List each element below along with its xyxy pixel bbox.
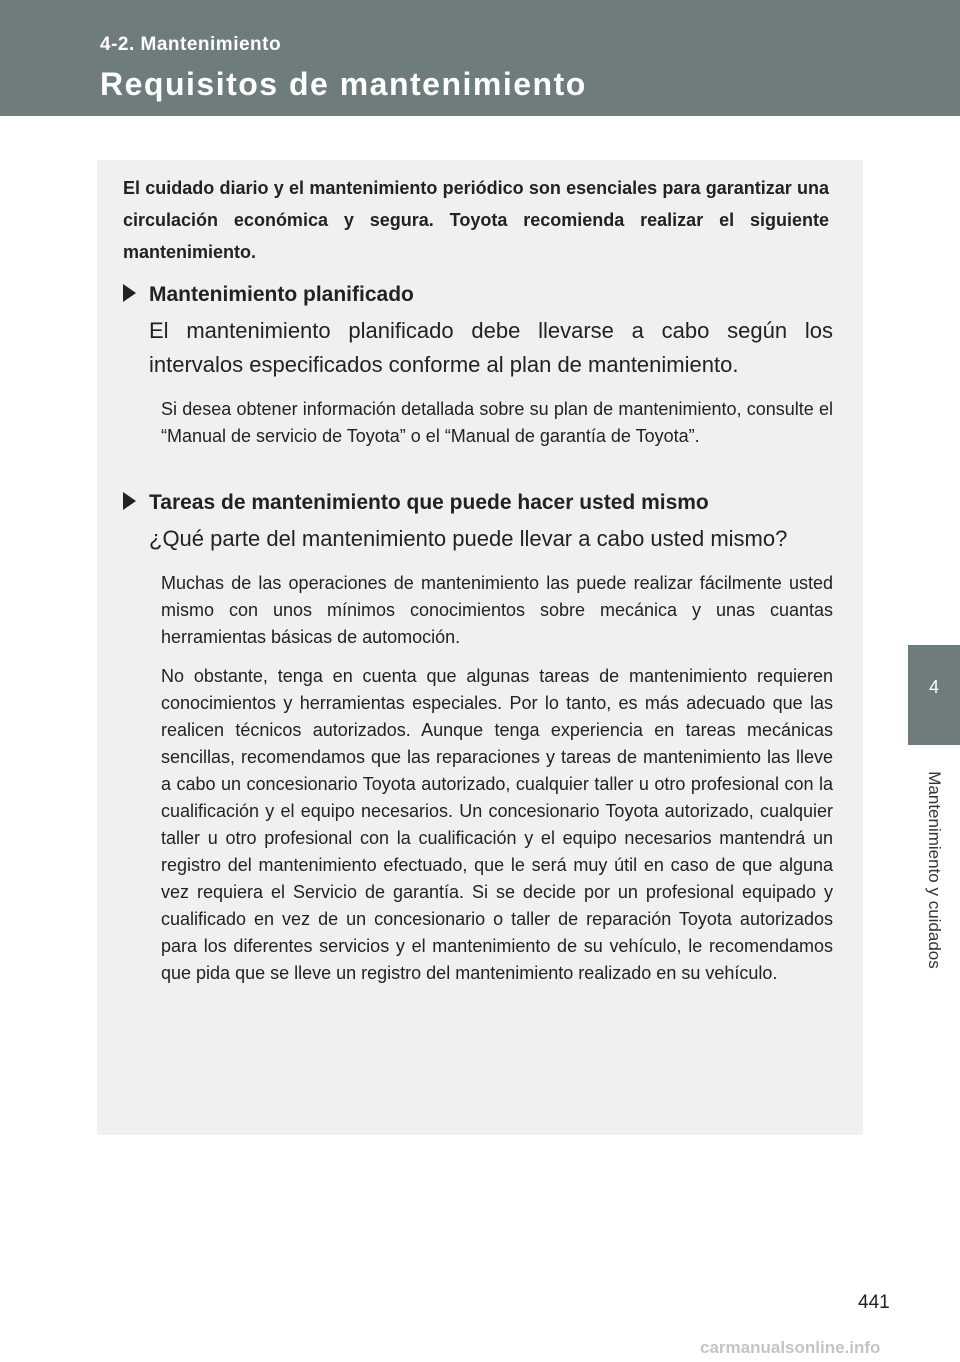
- section-heading: [123, 488, 833, 518]
- section-note: No obstante, tenga en cuenta que algunas tareas de mantenimiento requieren conocimientos y herramientas especiales. Por lo tanto, es más adecuado que las realicen técnicos autorizados. Aunque tenga experiencia en tareas mecánicas sencillas, recomendamos que las reparaciones y tareas de mantenimiento las lleve a cabo un concesionario Toyota autorizado, cualquier taller u otro profesional con la cualificación y el equipo necesarios. Un concesionario Toyota autorizado, cualquier taller u otro profesional con la cualificación y el equipo necesarios mantendrá un registro del mantenimiento efectuado, que le será muy útil en caso de que alguna vez requiera el Servicio de garantía. Si se decide por un profesional equipado y cualificado en vez de un concesionario o taller de reparación Toyota autorizados para los diferentes servicios y el mantenimiento de su vehículo, le recomendamos que pida que se lleve un registro del mantenimiento realizado en su vehículo.: [161, 666, 833, 983]
- section-note: Si desea obtener información detallada sobre su plan de mantenimiento, consulte el “Manual de servicio de Toyota” o el “Manual de garantía de Toyota”.: [161, 399, 833, 446]
- section-lead: El mantenimiento planificado debe llevarse a cabo según los intervalos especificados conforme al plan de mantenimiento.: [149, 318, 833, 377]
- chapter-name: Mantenimiento y cuidados: [925, 771, 944, 969]
- section-note: Muchas de las operaciones de mantenimiento las puede realizar fácilmente usted mismo con unos mínimos conocimientos sobre mecánica y unas cuantas herramientas básicas de automoción.: [161, 573, 833, 647]
- triangle-bullet-icon: [123, 492, 136, 510]
- section-heading: [123, 280, 833, 310]
- section-lead: ¿Qué parte del mantenimiento puede llevar a cabo usted mismo?: [149, 526, 788, 551]
- section-heading-text: Mantenimiento planificado: [149, 283, 414, 306]
- content-box: [97, 160, 863, 1135]
- header-band: [0, 0, 960, 116]
- intro-paragraph: El cuidado diario y el mantenimiento periódico son esenciales para garantizar una circulación económica y segura. Toyota recomienda realizar el siguiente mantenimiento.: [123, 178, 829, 262]
- watermark: carmanualsonline.info: [700, 1338, 881, 1357]
- section-label: 4-2. Mantenimiento: [100, 34, 282, 55]
- chapter-number: 4: [928, 677, 939, 697]
- section-diy-maintenance: [123, 488, 833, 987]
- page-number: 441: [858, 1292, 890, 1313]
- chapter-tab: [908, 645, 960, 745]
- page-title: Requisitos de mantenimiento: [100, 66, 587, 102]
- section-heading-text: Tareas de mantenimiento que puede hacer usted mismo: [149, 491, 709, 514]
- triangle-bullet-icon: [123, 284, 136, 302]
- section-scheduled-maintenance: [123, 280, 833, 450]
